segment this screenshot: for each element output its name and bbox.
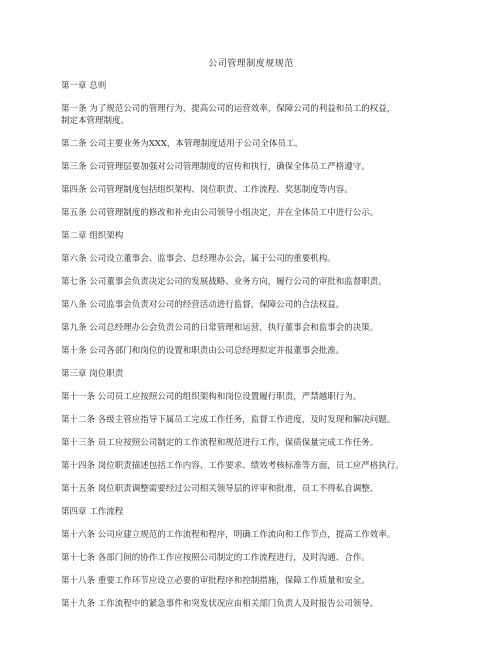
article-line: 第六条 公司设立董事会、监事会、总经理办公会，属于公司的重要机构。 [61, 254, 336, 264]
article-line: 第十五条 岗位职责调整需要经过公司相关领导层的评审和批准，员工不得私自调整。 [61, 484, 379, 494]
article-line: 第五条 公司管理制度的修改和补充由公司领导小组决定，并在全体员工中进行公示。 [61, 208, 379, 218]
article-line: 第二条 公司主要业务为XXX，本管理制度适用于公司全体员工。 [61, 139, 303, 149]
article-line: 制定本管理制度。 [61, 116, 130, 126]
chapter-heading: 第二章 组织架构 [61, 231, 124, 241]
article-line: 第十条 公司各部门和岗位的设置和职责由公司总经理拟定并报董事会批准。 [61, 346, 345, 356]
article-line: 第八条 公司监事会负责对公司的经营活动进行监督，保障公司的合法权益。 [61, 300, 345, 310]
document-title: 公司管理制度规规范 [208, 59, 294, 69]
chapter-heading: 第四章 工作流程 [61, 507, 124, 517]
article-line: 第四条 公司管理制度包括组织架构、岗位职责、工作流程、奖惩制度等内容。 [61, 185, 353, 195]
article-line: 第十六条 公司应建立规范的工作流程和程序，明确工作流向和工作节点，提高工作效率。 [61, 530, 396, 540]
article-line: 第十八条 重要工作环节应设立必要的审批程序和控制措施，保障工作质量和安全。 [61, 576, 370, 586]
chapter-heading: 第三章 岗位职责 [61, 369, 124, 379]
article-line: 第一条 为了规范公司的管理行为，提高公司的运营效率，保障公司的利益和员工的权益， [61, 104, 396, 114]
article-line: 第三条 公司管理层要加强对公司管理制度的宣传和执行，确保全体员工严格遵守。 [61, 162, 370, 172]
article-line: 第十一条 公司员工应按照公司的组织架构和岗位设置履行职责，严禁越职行为。 [61, 392, 362, 402]
article-line: 第十四条 岗位职责描述包括工作内容、工作要求、绩效考核标准等方面，员工应严格执行。 [61, 461, 404, 471]
chapter-heading: 第一章 总则 [61, 81, 107, 91]
document-body [61, 80, 461, 621]
article-line: 第十三条 员工应按照公司制定的工作流程和规范进行工作，保质保量完成工作任务。 [61, 438, 379, 448]
article-line: 第十九条 工作流程中的紧急事件和突发状况应由相关部门负责人及时报告公司领导。 [61, 599, 379, 609]
article-line: 第十二条 各级主管应指导下属员工完成工作任务，监督工作进度，及时发现和解决问题。 [61, 415, 396, 425]
article-line: 第九条 公司总经理办公会负责公司的日常管理和运营，执行董事会和监事会的决策。 [61, 323, 379, 333]
article-line: 第十七条 各部门间的协作工作应按照公司制定的工作流程进行，及时沟通、合作。 [61, 553, 370, 563]
article-line: 第七条 公司董事会负责决定公司的发展战略、业务方向，履行公司的审批和监督职责。 [61, 277, 387, 287]
